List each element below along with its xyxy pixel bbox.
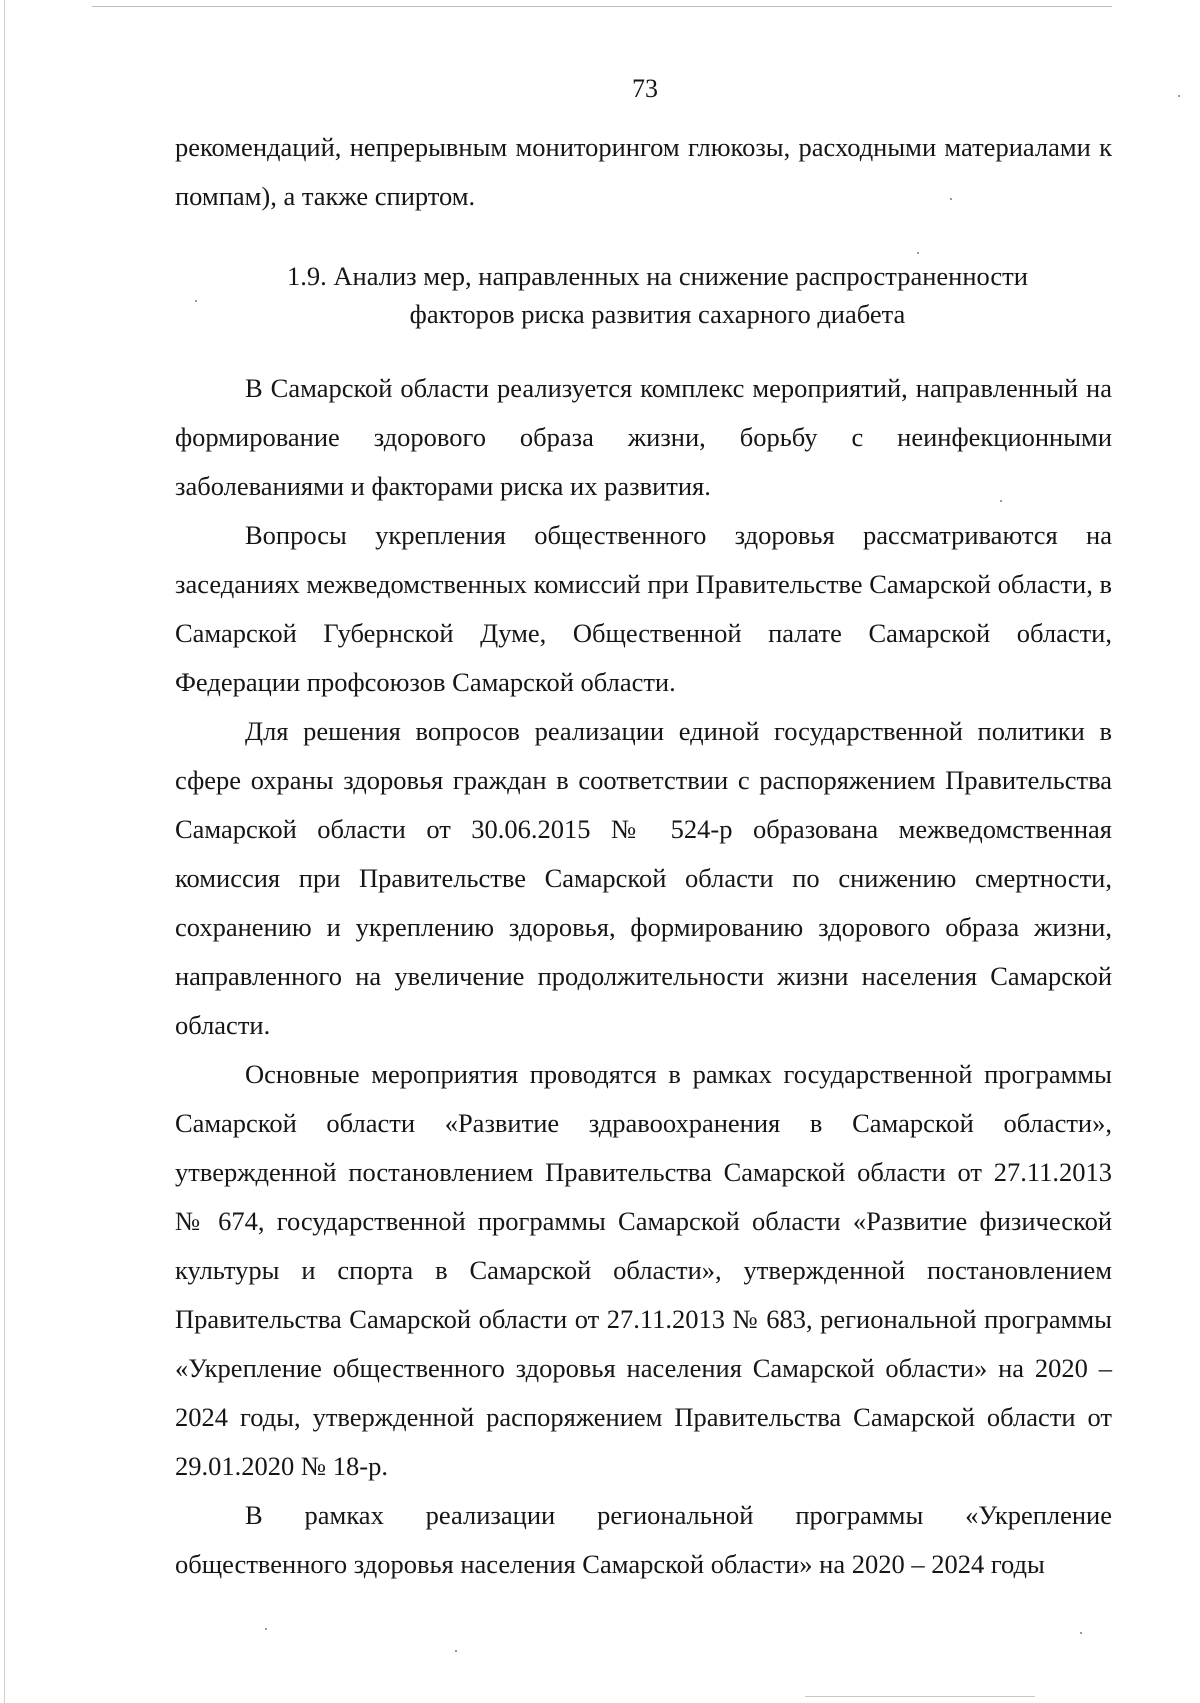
paragraph: Основные мероприятия проводятся в рамках государственной программы Самарской области «Развитие здравоохранения в Самарской области», утвержденной постановлением Правительства Самарской области от 27.11.2013 № 674, государственной программы Самарской области «Развитие физической культуры и спорта в Самарской области», утвержденной постановлением Правительства Самарской области от 27.11.2013 № 683, региональной программы «Укрепление общественного здоровья населения Самарской области» на 2020 – 2024 годы, утвержденной распоряжением Правительства Самарской области от 29.01.2020 № 18-р.	[175, 1059, 1112, 1481]
paragraph: Для решения вопросов реализации единой государственной политики в сфере охраны здоровья граждан в соответствии с распоряжением Правительства Самарской области от 30.06.2015 № 524-р образована межведомственная комиссия при Правительстве Самарской области по снижению смертности, сохранению и укреплению здоровья, формированию здорового образа жизни, направленного на увеличение продолжительности жизни населения Самарской области.	[175, 716, 1112, 1040]
text-block-main	[175, 364, 1112, 1589]
scan-speck	[917, 252, 919, 254]
page-number: 73	[632, 74, 658, 103]
paragraph: В рамках реализации региональной программы «Укрепление общественного здоровья населения Самарской области» на 2020 – 2024 годы	[175, 1500, 1112, 1579]
scan-speck	[455, 1650, 457, 1652]
section-heading-line-1: 1.9. Анализ мер, направленных на снижение распространенности	[287, 261, 1028, 291]
paragraph: В Самарской области реализуется комплекс мероприятий, направленный на формирование здорового образа жизни, борьбу с неинфекционными заболеваниями и факторами риска их развития.	[175, 373, 1112, 501]
text-block-top	[175, 123, 1112, 221]
section-heading-line-2: факторов риска развития сахарного диабета	[409, 299, 906, 329]
scan-speck	[265, 1628, 267, 1630]
scan-edge-left	[4, 0, 5, 1703]
continuation-paragraph: рекомендаций, непрерывным мониторингом глюкозы, расходными материалами к помпам), а также спиртом.	[175, 132, 1112, 211]
section-heading	[175, 257, 1112, 333]
paragraph: Вопросы укрепления общественного здоровья рассматриваются на заседаниях межведомственных комиссий при Правительстве Самарской области, в Самарской Губернской Думе, Общественной палате Самарской области, Федерации профсоюзов Самарской области.	[175, 520, 1112, 697]
section-heading-block	[175, 257, 1112, 333]
scan-speck	[1080, 1632, 1082, 1634]
scan-edge-top	[92, 6, 1112, 7]
scan-edge-bottom	[805, 1696, 1035, 1697]
